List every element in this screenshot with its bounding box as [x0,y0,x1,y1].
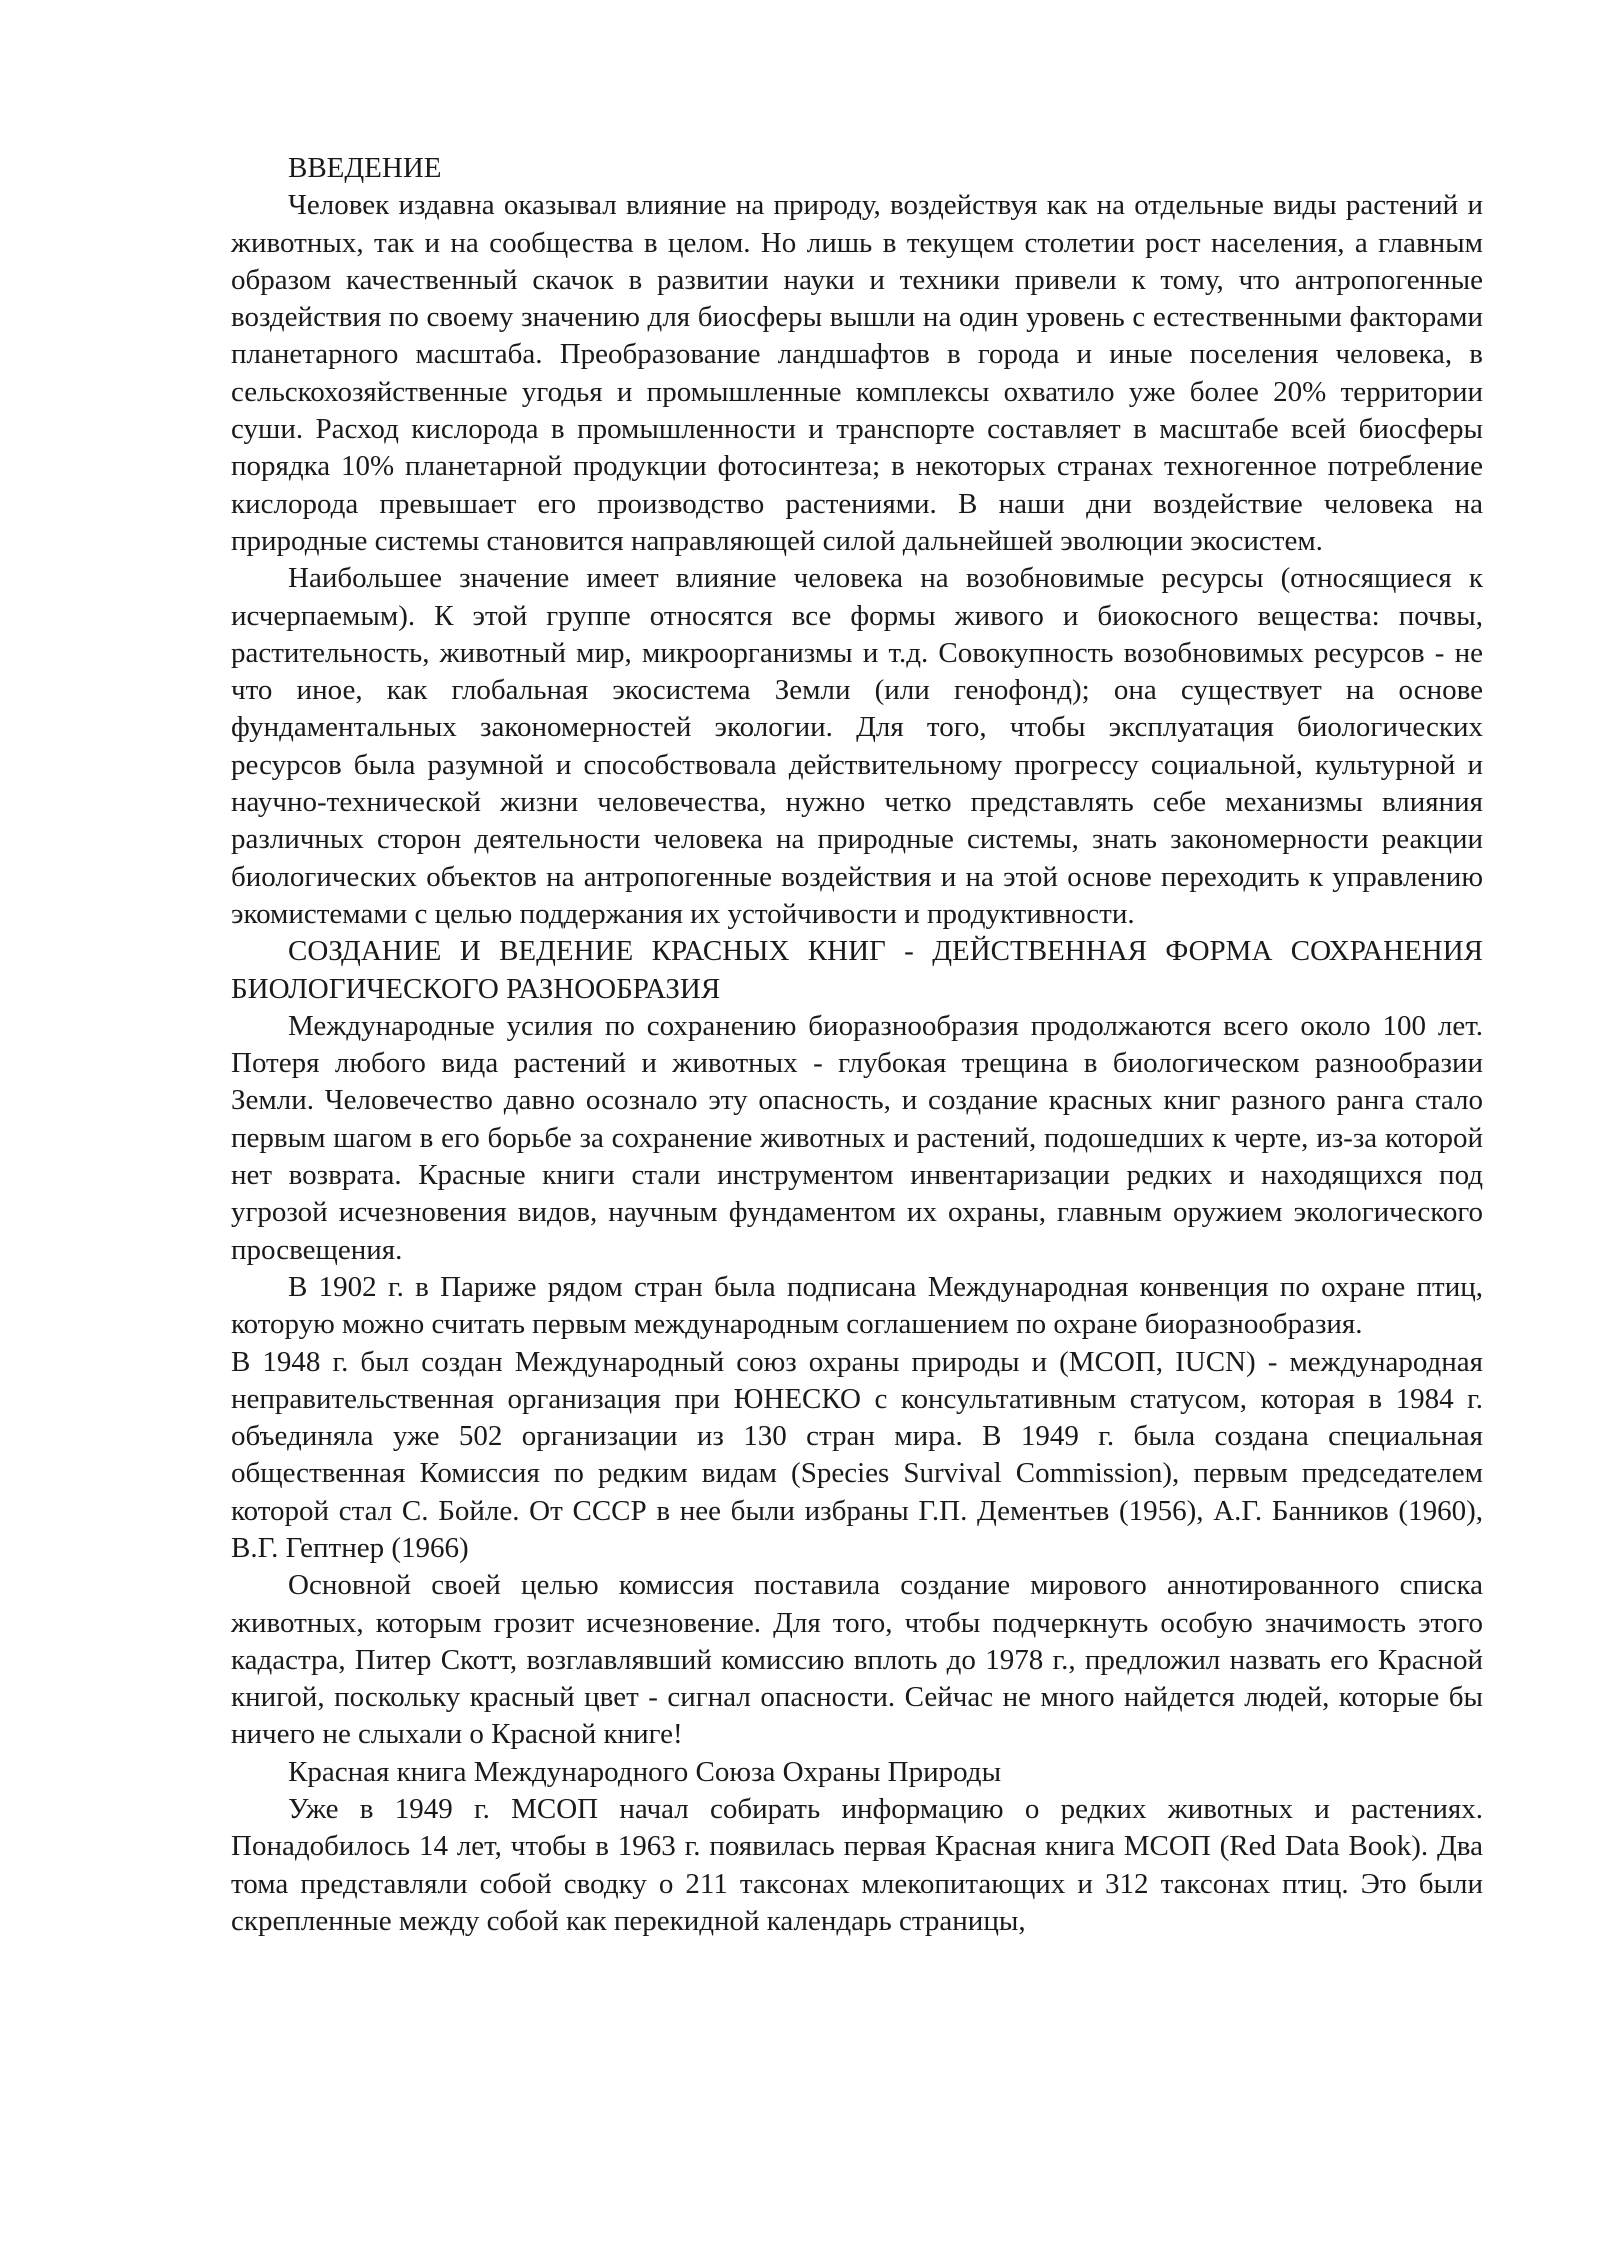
document-page [231,150,1483,1940]
intro-heading: ВВЕДЕНИЕ [288,152,442,184]
subheading-iucn-red-book: Красная книга Международного Союза Охраны Природы [288,1755,1002,1788]
section-heading: СОЗДАНИЕ И ВЕДЕНИЕ КРАСНЫХ КНИГ - ДЕЙСТВЕННАЯ ФОРМА СОХРАНЕНИЯ БИОЛОГИЧЕСКОГО РАЗНООБРАЗИЯ [231,935,1483,1005]
paragraph-first-red-book: Уже в 1949 г. МСОП начал собирать информацию о редких животных и растениях. Понадобилось 14 лет, чтобы в 1963 г. появилась первая Красная книга МСОП (Red Data Book). Два тома представляли собой сводку о 211 таксонах млекопитающих и 312 таксонах птиц. Это были скрепленные между собой как перекидной календарь страницы, [231,1793,1483,1937]
paragraph-1948-iucn: В 1948 г. был создан Международный союз охраны природы и (МСОП, IUCN) - международная неправительственная организация при ЮНЕСКО с консультативным статусом, которая в 1984 г. объединяла уже 502 организации из 130 стран мира. В 1949 г. была создана специальная общественная Комиссия по редким видам (Species Survival Commission), первым председателем которой стал С. Бойле. От СССР в нее были избраны Г.П. Дементьев (1956), А.Г. Банников (1960), В.Г. Гептнер (1966) [231,1345,1483,1564]
paragraph-1902-convention: В 1902 г. в Париже рядом стран была подписана Международная конвенция по охране птиц, которую можно считать первым международным соглашением по охране биоразнообразия. [231,1270,1483,1341]
paragraph-commission-goal: Основной своей целью комиссия поставила создание мирового аннотированного списка животных, которым грозит исчезновение. Для того, чтобы подчеркнуть особую значимость этого кадастра, Питер Скотт, возглавлявший комиссию вплоть до 1978 г., предложил назвать его Красной книгой, поскольку красный цвет - сигнал опасности. Сейчас не много найдется людей, которые бы ничего не слыхали о Красной книге! [231,1569,1483,1751]
paragraph-biodiversity: Международные усилия по сохранению биоразнообразия продолжаются всего около 100 лет. Потеря любого вида растений и животных - глубокая трещина в биологическом разнообразии Земли. Человечество давно осознало эту опасность, и создание красных книг разного ранга стало первым шагом в его борьбе за сохранение животных и растений, подошедших к черте, из-за которой нет возврата. Красные книги стали инструментом инвентаризации редких и находящихся под угрозой исчезновения видов, научным фундаментом их охраны, главным оружием экологического просвещения. [231,1009,1483,1266]
paragraph-intro-1: Человек издавна оказывал влияние на природу, воздействуя как на отдельные виды растений и животных, так и на сообщества в целом. Но лишь в текущем столетии рост населения, а главным образом качественный скачок в развитии науки и техники привели к тому, что антропогенные воздействия по своему значению для биосферы вышли на один уровень с естественными факторами планетарного масштаба. Преобразование ландшафтов в города и иные поселения человека, в сельскохозяйственные угодья и промышленные комплексы охватило уже более 20% территории суши. Расход кислорода в промышленности и транспорте составляет в масштабе всей биосферы порядка 10% планетарной продукции фотосинтеза; в некоторых странах техногенное потребление кислорода превышает его производство растениями. В наши дни воздействие человека на природные системы становится направляющей силой дальнейшей эволюции экосистем. [231,189,1483,557]
paragraph-intro-2: Наибольшее значение имеет влияние человека на возобновимые ресурсы (относящиеся к исчерпаемым). К этой группе относятся все формы живого и биокосного вещества: почвы, растительность, животный мир, микроорганизмы и т.д. Совокупность возобновимых ресурсов - не что иное, как глобальная экосистема Земли (или генофонд); она существует на основе фундаментальных закономерностей экологии. Для того, чтобы эксплуатация биологических ресурсов была разумной и способствовала действительному прогрессу социальной, культурной и научно-технической жизни человечества, нужно четко представлять себе механизмы влияния различных сторон деятельности человека на природные системы, знать закономерности реакции биологических объектов на антропогенные воздействия и на этой основе переходить к управлению экомистемами с целью поддержания их устойчивости и продуктивности. [231,562,1483,930]
